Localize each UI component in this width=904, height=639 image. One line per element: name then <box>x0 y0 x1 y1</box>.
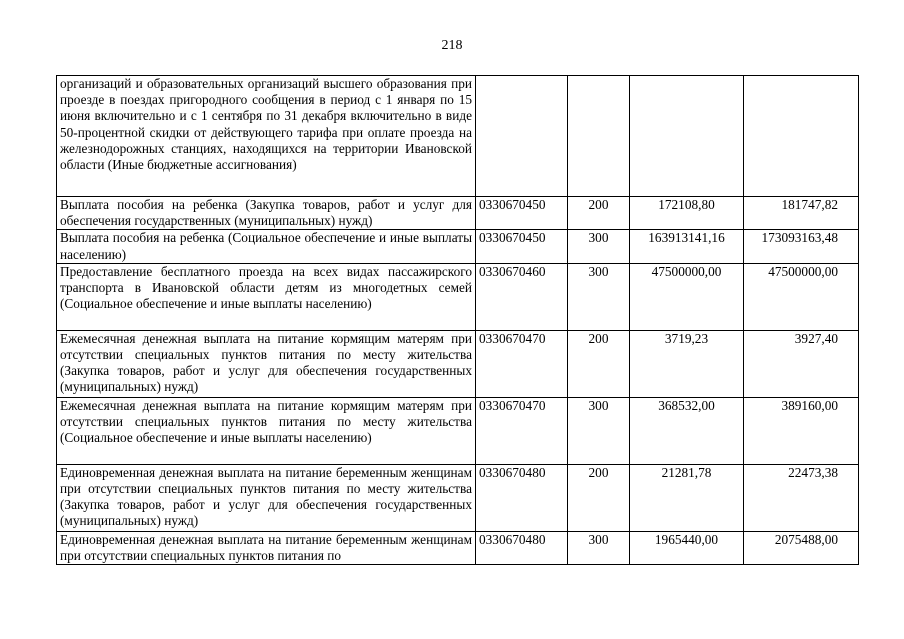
table-row <box>57 330 859 397</box>
table-row <box>57 263 859 330</box>
row-amount-year-1 <box>630 76 744 197</box>
row-amount-year-2: 389160,00 <box>744 397 859 464</box>
budget-table <box>56 75 859 565</box>
row-description: Ежемесячная денежная выплата на питание кормящим матерям при отсутствии специальных пунктов питания по месту жительства (Социальное обеспечение и иные выплаты населению) <box>57 397 476 464</box>
row-description: Предоставление бесплатного проезда на всех видах пассажирского транспорта в Ивановской области детям из многодетных семей (Социальное обеспечение и иные выплаты населению) <box>57 263 476 330</box>
row-description: Ежемесячная денежная выплата на питание кормящим матерям при отсутствии специальных пунктов питания по месту жительства (Закупка товаров, работ и услуг для обеспечения государственных (муниципальных) нужд) <box>57 330 476 397</box>
row-expense-kind: 300 <box>568 397 630 464</box>
row-description: Выплата пособия на ребенка (Социальное обеспечение и иные выплаты населению) <box>57 230 476 263</box>
table-row <box>57 76 859 197</box>
row-target-code: 0330670460 <box>476 263 568 330</box>
row-expense-kind: 200 <box>568 464 630 531</box>
row-amount-year-1: 47500000,00 <box>630 263 744 330</box>
row-amount-year-2: 3927,40 <box>744 330 859 397</box>
row-description: Выплата пособия на ребенка (Закупка товаров, работ и услуг для обеспечения государственных (муниципальных) нужд) <box>57 197 476 230</box>
row-amount-year-1: 21281,78 <box>630 464 744 531</box>
row-amount-year-2: 181747,82 <box>744 197 859 230</box>
row-expense-kind: 200 <box>568 330 630 397</box>
row-amount-year-1: 368532,00 <box>630 397 744 464</box>
row-amount-year-2: 2075488,00 <box>744 531 859 564</box>
row-expense-kind: 200 <box>568 197 630 230</box>
row-target-code: 0330670450 <box>476 197 568 230</box>
row-description: Единовременная денежная выплата на питание беременным женщинам при отсутствии специальных пунктов питания по <box>57 531 476 564</box>
table-row <box>57 230 859 263</box>
row-amount-year-2: 47500000,00 <box>744 263 859 330</box>
row-target-code: 0330670480 <box>476 531 568 564</box>
row-amount-year-1: 3719,23 <box>630 330 744 397</box>
row-target-code: 0330670470 <box>476 330 568 397</box>
row-description: Единовременная денежная выплата на питание беременным женщинам при отсутствии специальных пунктов питания по месту жительства (Закупка товаров, работ и услуг для обеспечения государственных (муниципальных) нужд) <box>57 464 476 531</box>
row-expense-kind: 300 <box>568 230 630 263</box>
row-target-code: 0330670480 <box>476 464 568 531</box>
row-expense-kind: 300 <box>568 531 630 564</box>
row-target-code <box>476 76 568 197</box>
table-row <box>57 197 859 230</box>
row-amount-year-1: 163913141,16 <box>630 230 744 263</box>
row-target-code: 0330670450 <box>476 230 568 263</box>
row-expense-kind: 300 <box>568 263 630 330</box>
row-amount-year-2 <box>744 76 859 197</box>
table-row <box>57 397 859 464</box>
row-amount-year-1: 1965440,00 <box>630 531 744 564</box>
page-number: 218 <box>441 38 463 53</box>
table-row <box>57 531 859 564</box>
row-amount-year-2: 22473,38 <box>744 464 859 531</box>
row-expense-kind <box>568 76 630 197</box>
table-row <box>57 464 859 531</box>
row-amount-year-2: 173093163,48 <box>744 230 859 263</box>
row-description: организаций и образовательных организаций высшего образования при проезде в поездах пригородного сообщения в период с 1 января по 15 июня включительно и с 1 сентября по 31 декабря включительно в виде 50-процентной скидки от действующего тарифа при оплате проезда на железнодорожных станциях, находящихся на территории Ивановской области (Иные бюджетные ассигнования) <box>57 76 476 197</box>
row-amount-year-1: 172108,80 <box>630 197 744 230</box>
row-target-code: 0330670470 <box>476 397 568 464</box>
